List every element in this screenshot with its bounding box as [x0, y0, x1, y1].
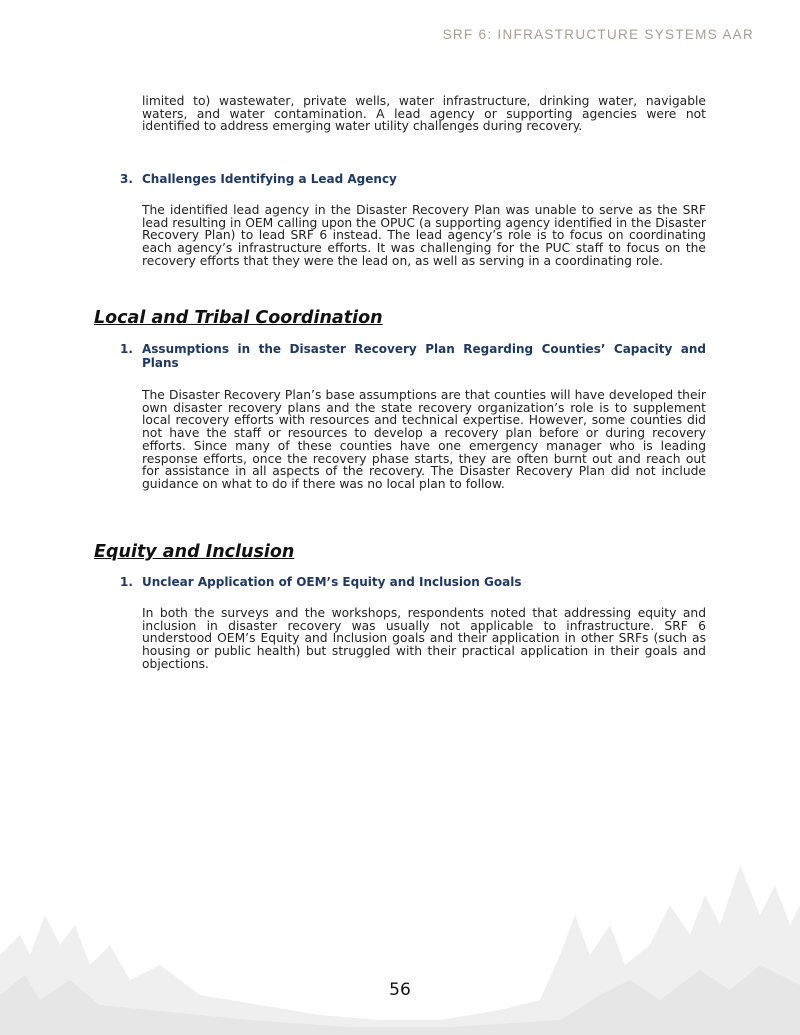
equity-goals-paragraph: In both the surveys and the workshops, respondents noted that addressing equity and inclusion in disaster recovery was usually not applicable to infrastructure. SRF 6 understood OEM’s Equity and Inclusion goals and their application in other SRFs (such as housing or public health) but struggled with their practical application in their goals and objections. — [142, 606, 706, 671]
running-header: SRF 6: INFRASTRUCTURE SYSTEMS AAR — [442, 27, 754, 42]
list-number: 1. — [120, 342, 133, 356]
counties-capacity-heading — [120, 343, 706, 370]
heading-text: Challenges Identifying a Lead Agency — [142, 172, 397, 186]
section-title-local-tribal: Local and Tribal Coordination — [94, 308, 383, 328]
equity-goals-heading — [120, 576, 706, 590]
heading-text: Assumptions in the Disaster Recovery Plan Regarding Counties’ Capacity and Plans — [142, 342, 706, 370]
section-title-equity: Equity and Inclusion — [94, 542, 295, 562]
heading-text: Unclear Application of OEM’s Equity and Inclusion Goals — [142, 575, 522, 589]
intro-paragraph: limited to) wastewater, private wells, water infrastructure, drinking water, navigable waters, and water contamination. A lead agency or supporting agencies were not identified to address emerging water utility challenges during recovery. — [142, 94, 706, 134]
list-number: 3. — [120, 172, 133, 186]
list-number: 1. — [120, 575, 133, 589]
lead-agency-paragraph: The identified lead agency in the Disaster Recovery Plan was unable to serve as the SRF lead resulting in OEM calling upon the OPUC (a supporting agency identified in the Disaster Recovery Plan) to lead SRF 6 instead. The lead agency’s role is to focus on coordinating each agency’s infrastructure efforts. It was challenging for the PUC staff to focus on the recovery efforts that they were the lead on, as well as serving in a coordinating role. — [142, 203, 706, 268]
counties-capacity-paragraph: The Disaster Recovery Plan’s base assumptions are that counties will have developed their own disaster recovery plans and the state recovery organization’s role is to supplement local recovery efforts with resources and technical expertise. However, some counties did not have the staff or resources to develop a recovery plan before or during recovery efforts. Since many of these counties have one emergency manager who is leading response efforts, once the recovery phase starts, they are often burnt out and reach out for assistance in all aspects of the recovery. The Disaster Recovery Plan did not include guidance on what to do if there was no local plan to follow. — [142, 388, 706, 491]
page-number: 56 — [389, 980, 411, 1000]
lead-agency-heading — [120, 173, 706, 187]
forest-watermark — [0, 805, 800, 1035]
